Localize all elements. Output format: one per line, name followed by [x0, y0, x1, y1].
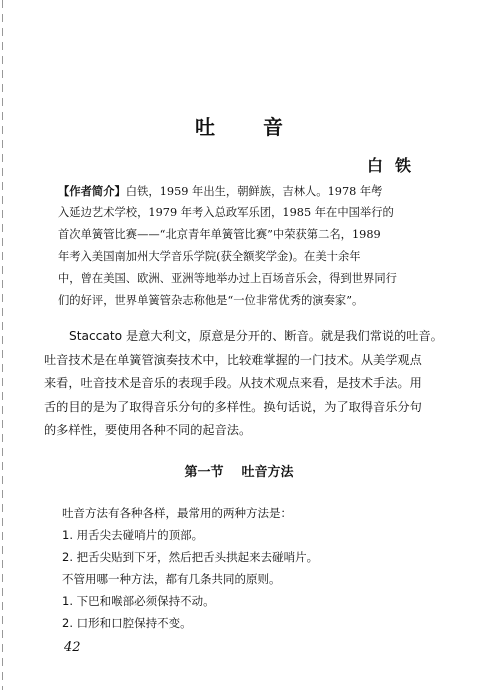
- paragraph-line-1: Staccato 是意大利文，原意是分开的、断音。就是我们常说的吐音。: [69, 329, 443, 343]
- binding-edge: [2, 0, 3, 690]
- intro-paragraph: [44, 325, 444, 443]
- paragraph-line-5: 的多样性，要使用各种不同的起音法。: [44, 423, 252, 437]
- section-number: 第一节: [184, 465, 224, 480]
- author-bio: [58, 180, 424, 312]
- principle-item-1: 1. 下巴和喉部必须保持不动。: [62, 594, 215, 608]
- bio-line-2: 入延边艺术学校，1979 年考入总政军乐团，1985 年在中国举行的: [58, 206, 394, 219]
- author-name: 白铁: [366, 156, 423, 175]
- bio-line-5: 中，曾在美国、欧洲、亚洲等地举办过上百场音乐会，得到世界同行: [58, 272, 397, 285]
- paragraph-line-2: 吐音技术是在单簧管演奏技术中，比较难掌握的一门技术。从美学观点: [44, 352, 422, 367]
- page-number: 42: [64, 640, 81, 655]
- chapter-title: 吐音: [195, 115, 331, 139]
- section-name: 吐音方法: [241, 465, 294, 480]
- method-intro: 吐音方法有各种各样，最常用的两种方法是：: [62, 506, 292, 520]
- bio-label: 【作者简介】: [58, 184, 126, 198]
- section-heading: [0, 461, 478, 480]
- bio-line-3: 首次单簧管比赛——“北京青年单簧管比赛”中荣获第二名，1989: [58, 228, 381, 241]
- bio-line-6: 们的好评，世界单簧管杂志称他是“一位非常优秀的演奏家”。: [58, 294, 364, 307]
- method-item-2: 2. 把舌尖贴到下牙，然后把舌头拱起来去碰哨片。: [62, 550, 319, 564]
- paragraph-line-4: 舌的目的是为了取得音乐分句的多样性。换句话说，为了取得音乐分句: [44, 399, 422, 414]
- bio-text: 白铁，1959 年出生，朝鲜族，吉林人。1978 年考: [125, 185, 383, 198]
- method-list: [62, 502, 442, 634]
- method-item-1: 1. 用舌尖去碰哨片的顶部。: [62, 528, 204, 542]
- bio-line-4: 年考入美国南加州大学音乐学院(获全额奖学金)。在美十余年: [58, 250, 361, 263]
- bio-line-1: [58, 180, 424, 202]
- principle-item-2: 2. 口形和口腔保持不变。: [62, 616, 192, 630]
- paragraph-line-3: 来看，吐音技术是音乐的表现手段。从技术观点来看，是技术手法。用: [44, 376, 422, 390]
- principles-intro: 不管用哪一种方法，都有几条共同的原则。: [62, 572, 281, 586]
